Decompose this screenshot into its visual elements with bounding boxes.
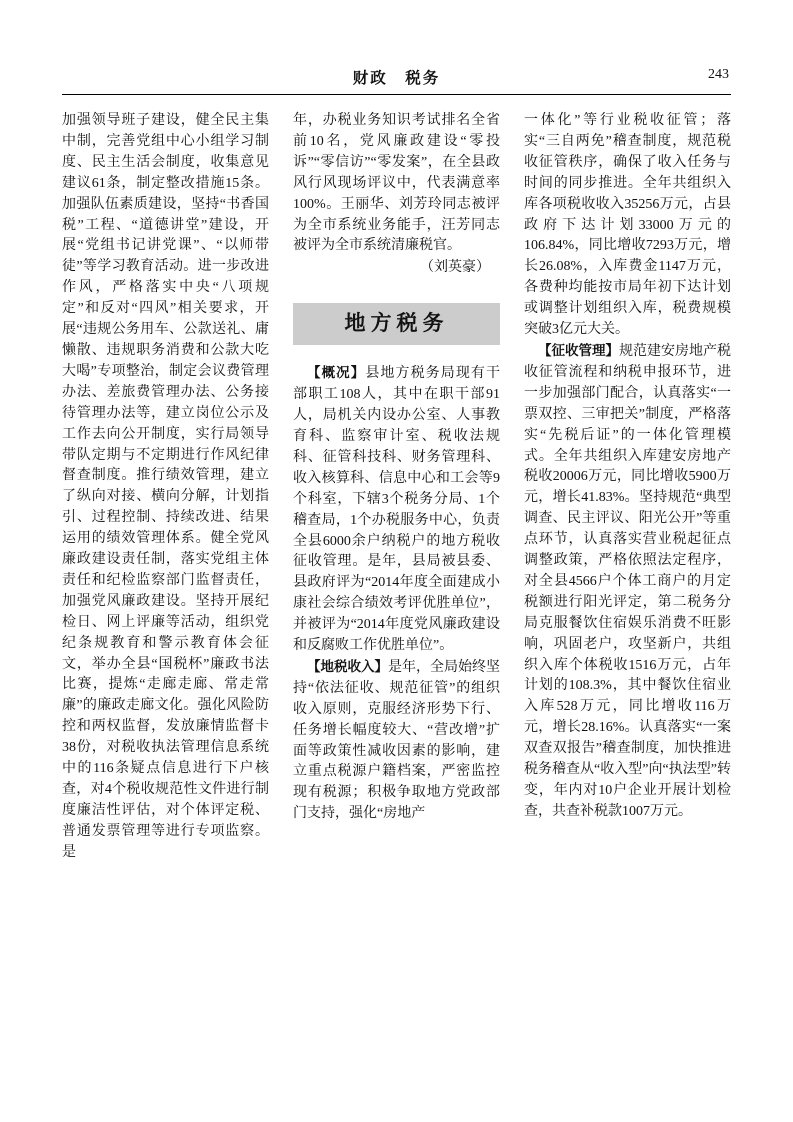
text-column-2	[293, 111, 500, 864]
entry-text-collection-management: 规范建安房地产税收征管流程和纳税申报环节，进一步加强部门配合，认真落实“一票双控、三审把关”制度，严格落实“先税后证”的一体化管理模式。全年共组织入库建安房地产税收20006万元，同比增收5900万元，增长41.83%。坚持规范“典型调查、民主评议、阳光公开”等重点环节，认真落实营业税起征点调整政策，严格依照法定程序，对全县4566户个体工商户的月定税额进行阳光评定，第二税务分局克服餐饮住宿娱乐消费不旺影响，巩固老户，攻坚新户，共组织入库个体税收1516万元，占年计划的108.3%，其中餐饮住宿业入库528万元，同比增收116万元，增长28.16%。认真落实“一案双查双报告”稽查制度，加快推进税务稽查从“收入型”向“执法型”转变，年内对10户企业开展计划检查，共查补税款1007万元。	[524, 343, 731, 819]
entry-label-collection-management: 【征收管理】	[538, 342, 619, 358]
article-body	[62, 111, 731, 864]
entry-label-overview: 【概况】	[307, 365, 366, 381]
header-divider	[62, 94, 731, 95]
body-paragraph-continuation: 年，办税业务知识考试排名全省前10名，党风廉政建设“零投诉”“零信访”“零发案”，在全县政风行风现场评议中，代表满意率100%。王丽华、刘芳玲同志被评为全市系统业务能手，汪芳同志被评为全市系统清廉税官。	[293, 113, 500, 254]
entry-text-overview: 县地方税务局现有干部职工108人，其中在职干部91人，局机关内设办公室、人事教育科、监察审计室、税收法规科、征管科技科、财务管理科、收入核算科、信息中心和工会等9个科室，下辖3个税务分局、1个稽查局，1个办税服务中心，负责全县6000余户纳税户的地方税收征收管理。是年，县局被县委、县政府评为“2014年度全面建成小康社会综合绩效考评优胜单位”，并被评为“2014年度党风廉政建设和反腐败工作优胜单位”。	[293, 366, 501, 654]
text-column-1	[62, 111, 269, 864]
entry-overview	[293, 363, 500, 657]
author-attribution: （刘英豪）	[420, 260, 490, 276]
body-paragraph: 加强领导班子建设，健全民主集中制，完善党组中心小组学习制度、民主生活会制度，收集意见建议61条，制定整改措施15条。加强队伍素质建设，坚持“书香国税”工程、“道德讲堂”建设，开展“党组书记讲党课”、“以师带徒”等学习教育活动。进一步改进作风，严格落实中央“八项规定”和反对“四风”相关要求，开展“违规公务用车、公款送礼、庸懒散、违规职务消费和公款大吃大喝”专项整治，制定会议费管理办法、差旅费管理办法、公务接待管理办法等，建立岗位公示及工作去向公开制度，实行局领导带队定期与不定期进行作风纪律督查制度。推行绩效管理，建立了纵向对接、横向分解，计划指引、过程控制、持续改进、结果运用的绩效管理体系。健全党风廉政建设责任制，落实党组主体责任和纪检监察部门监督责任，加强党风廉政建设。坚持开展纪检日、网上评廉等活动，组织党纪条规教育和警示教育体会征文，举办全县“国税杯”廉政书法比赛，提炼“走廊走廊、常走常廉”的廉政走廊文化。强化风险防控和两权监督，发放廉情监督卡38份，对税收执法管理信息系统中的116条疑点信息进行下户核查，对4个税收规范性文件进行制度廉洁性评估，对个体评定税、普通发票管理等进行专项监察。是	[62, 113, 269, 860]
text-column-3	[524, 111, 731, 864]
entry-local-tax-revenue	[293, 657, 500, 825]
body-paragraph-continuation-2: 一体化”等行业税收征管；落实“三自两免”稽查制度，规范税收征管秩序，确保了收入任务与时间的同步推进。全年共组织入库各项税收收入35256万元，占县政府下达计划33000万元的106.84%，同比增收7293万元，增长26.08%，入库费金1147万元，各费种均能按市局年初下达计划或调整计划组织入库，税费规模突破3亿元大关。	[524, 113, 731, 338]
running-head-title: 财政 税务	[352, 70, 441, 87]
section-heading: 地方税务	[293, 303, 500, 345]
entry-label-local-tax-revenue: 【地税收入】	[307, 658, 388, 674]
entry-text-local-tax-revenue: 是年，全局始终坚持“依法征收、规范征管”的组织收入原则，克服经济形势下行、任务增长幅度较大、“营改增”扩面等政策性减收因素的影响，建立重点税源户籍档案，严密监控现有税源；积极争取地方党政部门支持，强化“房地产	[293, 659, 500, 822]
page-header	[62, 66, 731, 90]
page-number: 243	[708, 67, 729, 82]
entry-collection-management	[524, 341, 731, 823]
